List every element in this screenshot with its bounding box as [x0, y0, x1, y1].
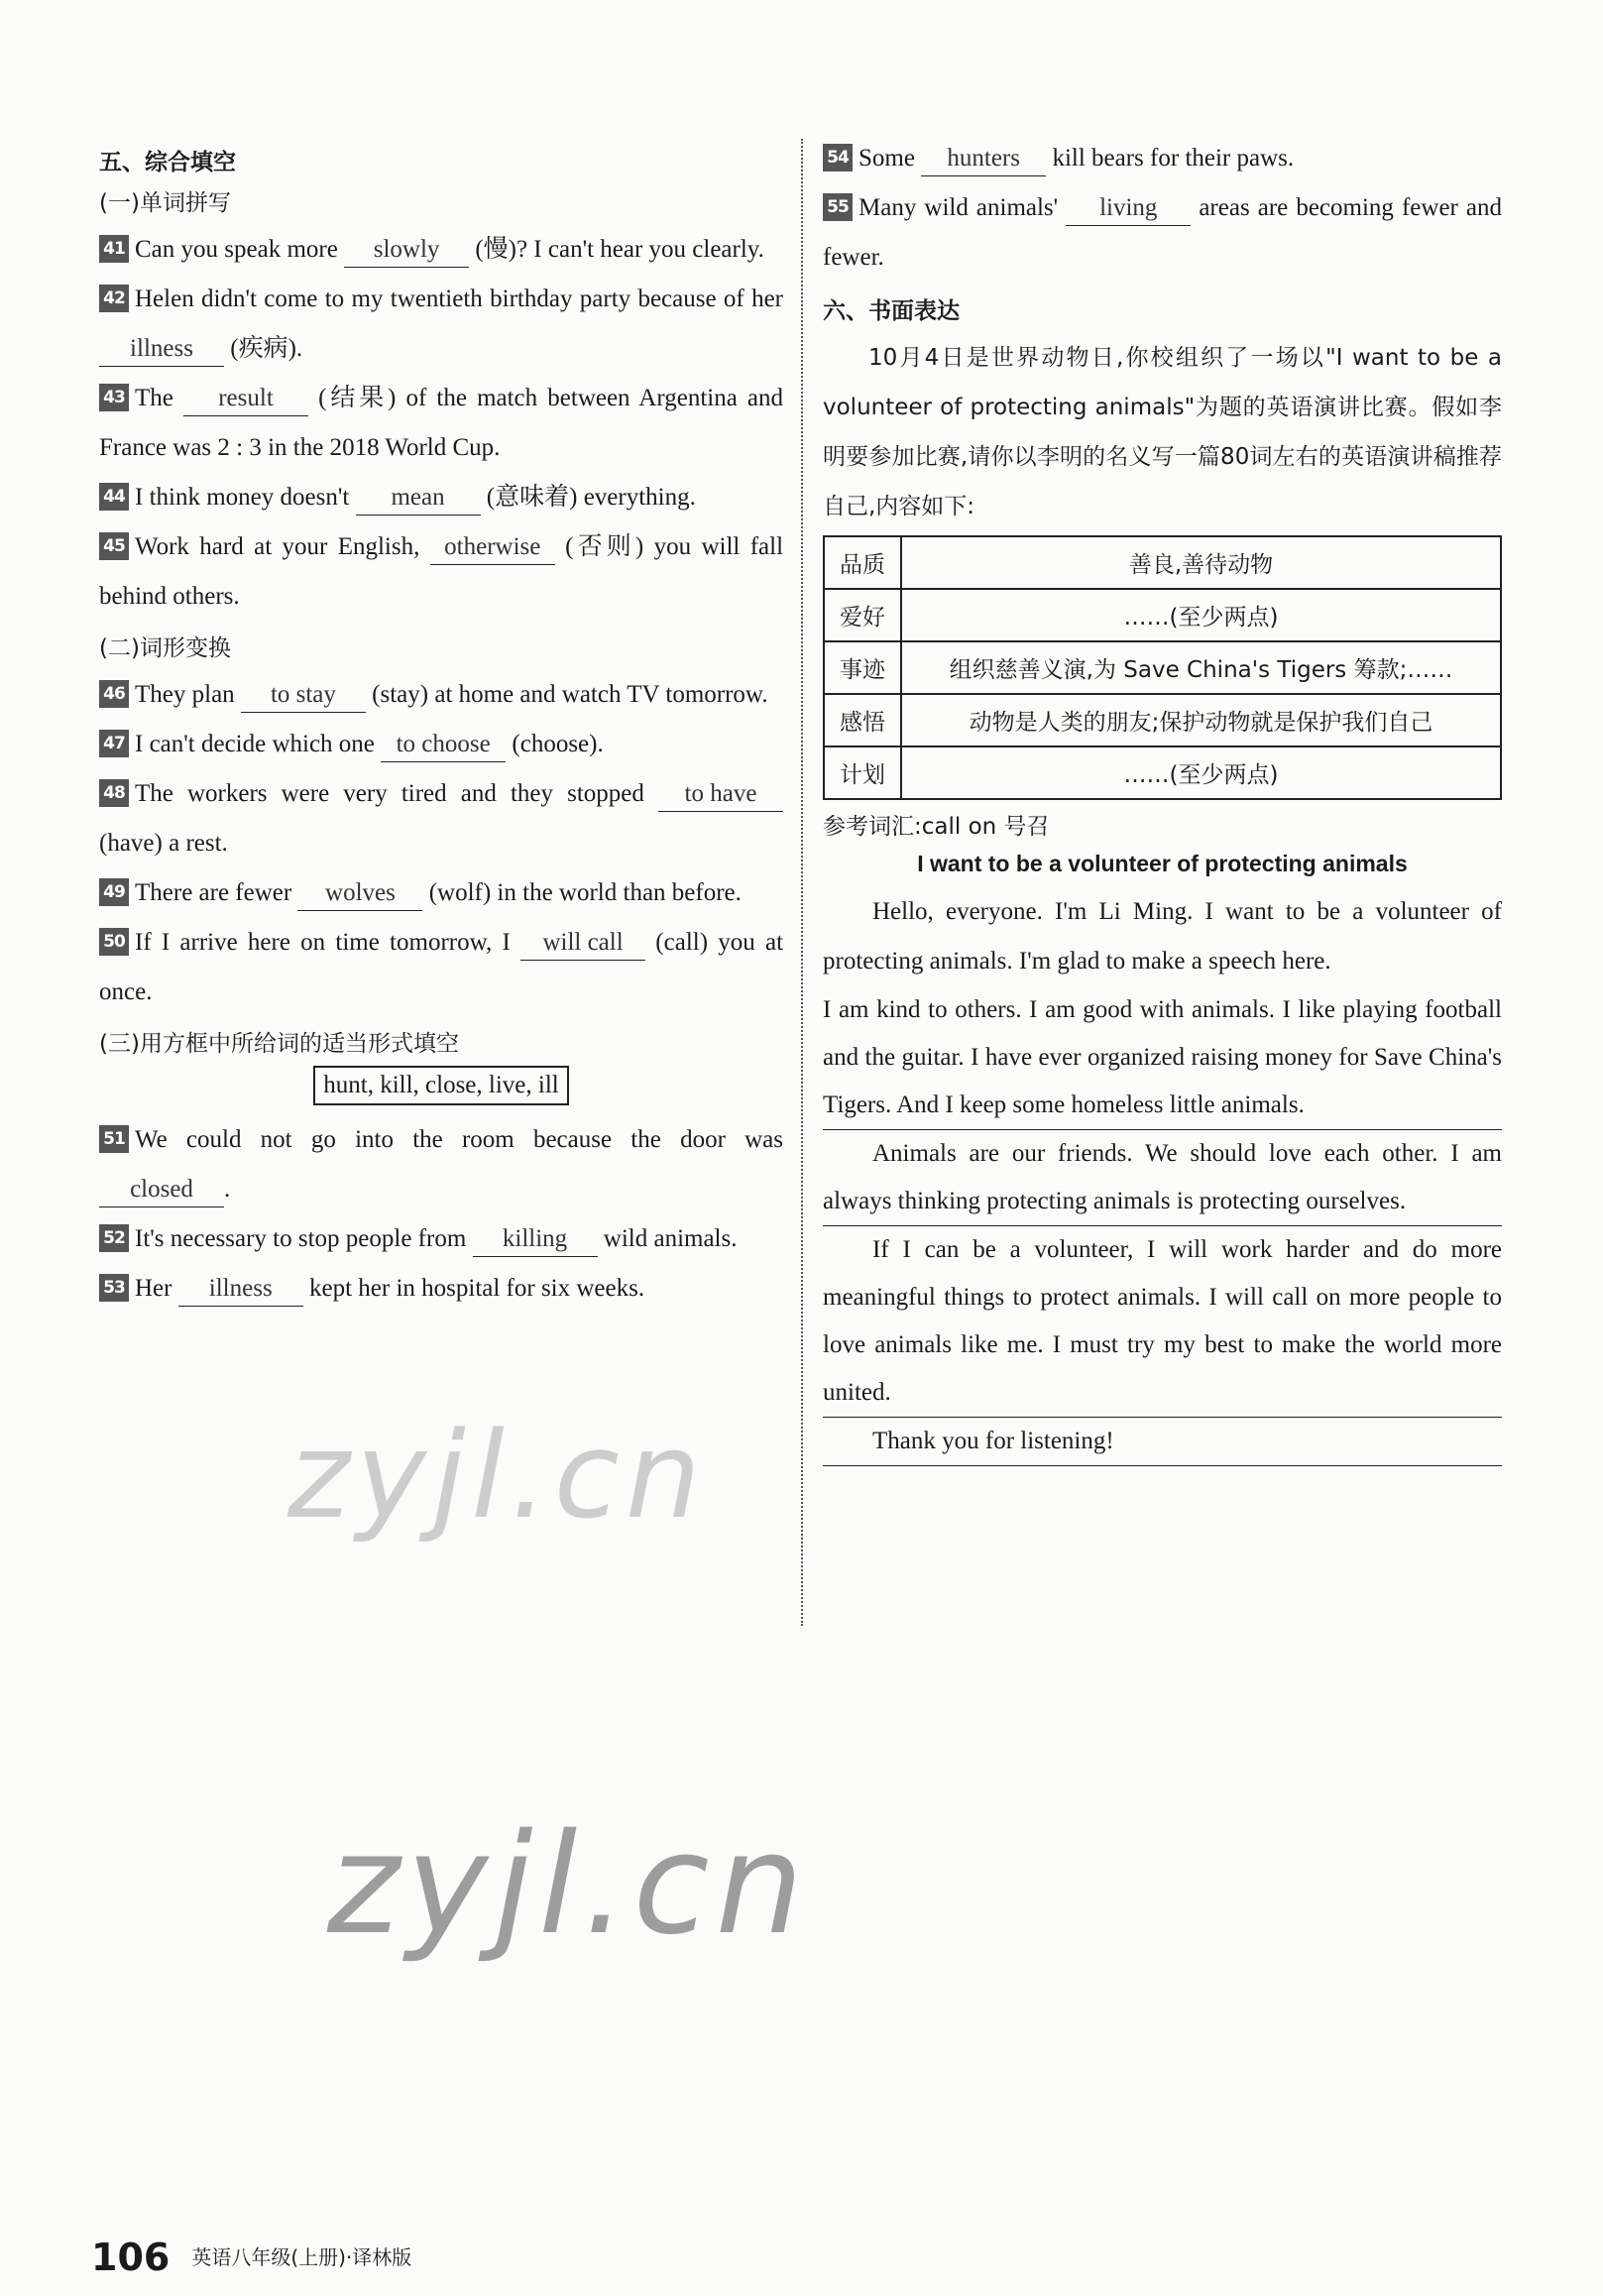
question-text: It's necessary to stop people from [135, 1225, 467, 1252]
question-text: Can you speak more [135, 236, 338, 263]
answer-blank[interactable]: mean [356, 481, 481, 516]
question-54 [823, 134, 1502, 183]
question-text: (call) you at once. [99, 929, 784, 1005]
book-title: 英语八年级(上册)·译林版 [191, 2245, 412, 2269]
question-text: Work hard at your English, [135, 533, 420, 560]
question-number: 50 [99, 928, 129, 956]
question-text: Many wild animals' [859, 194, 1059, 221]
table-row [824, 641, 1501, 694]
question-52 [99, 1214, 783, 1264]
question-number: 53 [99, 1274, 129, 1302]
word-box-wrap [99, 1066, 783, 1105]
question-number: 43 [99, 384, 129, 411]
table-row [824, 589, 1501, 641]
answer-blank[interactable]: otherwise [430, 530, 555, 565]
question-number: 49 [99, 878, 129, 906]
table-row [824, 746, 1501, 799]
question-text: I can't decide which one [135, 731, 375, 757]
column-divider [801, 139, 803, 1626]
question-number: 48 [99, 779, 129, 807]
question-number: 47 [99, 730, 129, 757]
answer-blank[interactable]: hunters [921, 142, 1046, 176]
table-value: 组织慈善义演,为 Save China's Tigers 筹款;…… [901, 641, 1501, 694]
question-text: (意味着) everything. [486, 484, 696, 511]
answer-blank[interactable]: slowly [344, 233, 469, 268]
table-value: 动物是人类的朋友;保护动物就是保护我们自己 [901, 694, 1501, 746]
question-48 [99, 769, 783, 868]
question-text: (wolf) in the world than before. [428, 879, 742, 906]
question-text: We could not go into the room because the door was [135, 1126, 783, 1153]
table-key: 爱好 [824, 589, 901, 641]
question-text: (疾病). [230, 335, 303, 362]
essay-paragraph-2: Animals are our friends. We should love each other. I am always thinking protecting animals is protecting ourselves. [823, 1130, 1502, 1226]
question-text: (慢)? I can't hear you clearly. [475, 236, 764, 263]
essay-paragraph-1: I am kind to others. I am good with animals. I like playing football and the guitar. I have ever organized raising money for Save China's Tigers. And I keep some homeless little animals. [823, 986, 1502, 1130]
question-text: (结果) of the match between Argentina and France was 2 : 3 in the 2018 World Cup. [99, 385, 784, 461]
section-title-5: 五、综合填空 [99, 150, 236, 175]
part3-title: (三)用方框中所给词的适当形式填空 [99, 1031, 459, 1057]
reference-vocab: 参考词汇:call on 号召 [823, 814, 1050, 840]
question-49 [99, 868, 783, 918]
table-row [824, 536, 1501, 589]
word-box: hunt, kill, close, live, ill [313, 1066, 568, 1105]
question-text: The workers were very tired and they stopped [135, 780, 644, 807]
question-55 [823, 183, 1502, 283]
essay-paragraph-3: If I can be a volunteer, I will work harder and do more meaningful things to protect animals. I will call on more people to love animals like me. I must try my best to make the world more united. [823, 1226, 1502, 1418]
question-text: (have) a rest. [99, 830, 228, 857]
content-table [823, 535, 1502, 800]
answer-blank[interactable]: illness [178, 1272, 303, 1307]
question-number: 51 [99, 1125, 129, 1153]
question-text: If I arrive here on time tomorrow, I [135, 929, 511, 956]
question-46 [99, 670, 783, 720]
table-key: 感悟 [824, 694, 901, 746]
question-51 [99, 1115, 783, 1214]
question-text: Some [859, 145, 915, 172]
question-41 [99, 225, 783, 275]
section-title-6: 六、书面表达 [823, 298, 960, 324]
table-row [824, 694, 1501, 746]
question-number: 46 [99, 680, 129, 708]
table-value: ……(至少两点) [901, 746, 1501, 799]
answer-blank[interactable]: living [1066, 191, 1191, 226]
part2-title: (二)词形变换 [99, 635, 231, 661]
question-text: (stay) at home and watch TV tomorrow. [372, 681, 768, 708]
watermark-upper: zyjl.cn [287, 1408, 707, 1546]
answer-blank[interactable]: will call [520, 926, 645, 961]
writing-prompt: 10月4日是世界动物日,你校组织了一场以"I want to be a volunteer of protecting animals"为题的英语演讲比赛。假如李明要参加比赛,请你以李明的名义写一篇80词左右的英语演讲稿推荐自己,内容如下: [823, 345, 1502, 519]
question-47 [99, 720, 783, 769]
question-text: . [224, 1176, 231, 1203]
table-key: 事迹 [824, 641, 901, 694]
question-text: kept her in hospital for six weeks. [308, 1275, 645, 1302]
essay-paragraph-4: Thank you for listening! [823, 1418, 1502, 1466]
question-text: Her [135, 1275, 172, 1302]
page-footer [91, 2236, 411, 2279]
table-value: ……(至少两点) [901, 589, 1501, 641]
answer-blank[interactable]: to stay [241, 678, 366, 713]
question-50 [99, 918, 783, 1017]
question-42 [99, 275, 783, 374]
table-key: 品质 [824, 536, 901, 589]
question-text: I think money doesn't [135, 484, 350, 511]
table-value: 善良,善待动物 [901, 536, 1501, 589]
question-text: (否则) you will fall behind others. [99, 533, 784, 610]
question-53 [99, 1264, 783, 1314]
question-text: They plan [135, 681, 235, 708]
answer-blank[interactable]: illness [99, 332, 224, 367]
answer-blank[interactable]: to choose [381, 728, 506, 762]
answer-blank[interactable]: closed [99, 1173, 224, 1207]
watermark-lower: zyjl.cn [327, 1804, 810, 1966]
table-key: 计划 [824, 746, 901, 799]
answer-blank[interactable]: wolves [297, 876, 422, 911]
question-text: The [135, 385, 173, 411]
question-number: 41 [99, 235, 129, 263]
question-text: wild animals. [603, 1225, 738, 1252]
question-number: 42 [99, 285, 129, 312]
question-number: 45 [99, 532, 129, 560]
essay [823, 887, 1502, 1466]
question-number: 55 [823, 193, 853, 221]
left-column [99, 134, 783, 1314]
question-number: 44 [99, 483, 129, 511]
question-text: kill bears for their paws. [1052, 145, 1295, 172]
question-45 [99, 522, 783, 622]
answer-blank[interactable]: killing [473, 1222, 598, 1257]
question-text: (choose). [512, 731, 604, 757]
answer-blank[interactable]: to have [658, 777, 783, 812]
right-column [823, 134, 1502, 1466]
question-text: There are fewer [135, 879, 292, 906]
essay-title: I want to be a volunteer of protecting animals [917, 851, 1408, 876]
question-43 [99, 374, 783, 473]
question-number: 54 [823, 144, 853, 172]
page-number: 106 [91, 2236, 171, 2279]
question-44 [99, 473, 783, 522]
answer-blank[interactable]: result [183, 382, 308, 416]
part1-title: (一)单词拼写 [99, 190, 231, 216]
essay-intro: Hello, everyone. I'm Li Ming. I want to be a volunteer of protecting animals. I'm glad to make a speech here. [823, 898, 1502, 975]
question-text: areas are becoming fewer and fewer. [823, 194, 1503, 271]
question-text: Helen didn't come to my twentieth birthday party because of her [135, 286, 783, 312]
question-number: 52 [99, 1224, 129, 1252]
